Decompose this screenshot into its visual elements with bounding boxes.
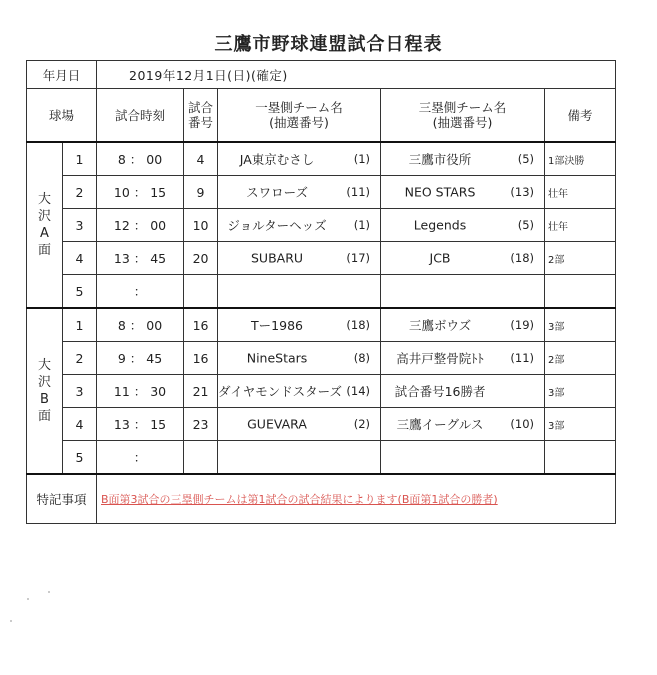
notes-row <box>27 474 616 524</box>
team2-cell <box>381 342 545 375</box>
team1-name: JA東京むさし <box>239 152 315 167</box>
scan-speck <box>48 591 50 593</box>
game-seq: 5 <box>63 275 97 309</box>
header-game-no-line2: 番号 <box>188 115 214 130</box>
date-value: 2019年12月1日(日)(確定) <box>97 61 616 89</box>
team1-name: Tー1986 <box>251 318 303 333</box>
game-seq: 3 <box>63 209 97 242</box>
game-time: 12 ： 00 <box>97 209 184 242</box>
team2-cell <box>381 441 545 475</box>
header-team2-line2: (抽選番号) <box>432 115 493 130</box>
header-team1-line2: (抽選番号) <box>269 115 329 130</box>
team2-name: 三鷹市役所 <box>408 152 472 167</box>
date-row <box>27 61 616 89</box>
game-seq: 4 <box>63 408 97 441</box>
team1-name: GUEVARA <box>247 416 307 432</box>
team1-draw: (18) <box>346 318 371 332</box>
header-field: 球場 <box>27 89 97 143</box>
game-seq: 5 <box>63 441 97 475</box>
team2-name: Legends <box>413 217 467 233</box>
team2-cell <box>381 142 545 176</box>
team1-cell <box>218 342 381 375</box>
team2-draw: (5) <box>517 152 535 166</box>
game-row <box>27 242 616 275</box>
team1-cell <box>218 441 381 475</box>
team2-name: NEO STARS <box>404 184 476 200</box>
date-label: 年月日 <box>27 61 97 89</box>
venue-label-char: 沢 <box>37 209 51 224</box>
game-time: 11 ： 30 <box>97 375 184 408</box>
team2-cell <box>381 242 545 275</box>
scan-speck <box>10 620 12 622</box>
venue-label-char: B <box>40 392 49 407</box>
game-remark: 1部決勝 <box>545 142 616 176</box>
team1-name: ダイヤモンドスターズ <box>218 384 343 399</box>
team2-cell <box>381 375 545 408</box>
team2-name: 三鷹ボウズ <box>408 318 472 333</box>
header-team2 <box>381 89 545 143</box>
team2-name: JCB <box>429 250 451 266</box>
notes-label: 特記事項 <box>27 474 97 524</box>
venue-label-char: 大 <box>37 192 51 207</box>
header-game-no <box>184 89 218 143</box>
game-time: 8 ： 00 <box>97 308 184 342</box>
game-seq: 2 <box>63 342 97 375</box>
page-title: 三鷹市野球連盟試合日程表 <box>214 34 443 55</box>
game-seq: 1 <box>63 142 97 176</box>
game-row <box>27 209 616 242</box>
header-team2-line1: 三塁側チーム名 <box>418 100 507 115</box>
schedule-table <box>26 60 616 524</box>
header-game-no-line1: 試合 <box>188 100 214 115</box>
game-remark: 2部 <box>545 342 616 375</box>
game-row <box>27 275 616 309</box>
team2-name: 試合番号16勝者 <box>394 384 486 399</box>
game-time: 8 ： 00 <box>97 142 184 176</box>
header-time: 試合時刻 <box>97 89 184 143</box>
game-row <box>27 375 616 408</box>
venue-label-char: 面 <box>37 409 51 424</box>
team1-name: スワローズ <box>246 185 308 200</box>
game-remark <box>545 441 616 475</box>
game-number: 4 <box>184 142 218 176</box>
game-seq: 3 <box>63 375 97 408</box>
team1-cell <box>218 308 381 342</box>
game-row <box>27 142 616 176</box>
game-time: 9 ： 45 <box>97 342 184 375</box>
team2-draw: (11) <box>510 351 535 365</box>
team1-draw: (1) <box>353 152 371 166</box>
game-number: 20 <box>184 242 218 275</box>
team2-cell <box>381 308 545 342</box>
team2-draw: (5) <box>517 218 535 232</box>
game-remark: 3部 <box>545 308 616 342</box>
team2-cell <box>381 176 545 209</box>
game-seq: 4 <box>63 242 97 275</box>
header-team1 <box>218 89 381 143</box>
team1-cell <box>218 209 381 242</box>
game-row <box>27 408 616 441</box>
team2-cell <box>381 408 545 441</box>
venue-label <box>27 142 63 308</box>
game-time: ： <box>97 275 184 309</box>
team1-draw: (14) <box>346 384 371 398</box>
team2-name: 三鷹イーグルス <box>396 417 484 432</box>
team1-cell <box>218 275 381 309</box>
team1-draw: (8) <box>353 351 371 365</box>
game-number: 16 <box>184 308 218 342</box>
team2-cell <box>381 209 545 242</box>
game-number <box>184 275 218 309</box>
venue-label-char: A <box>40 226 49 241</box>
game-remark: 3部 <box>545 375 616 408</box>
game-remark: 2部 <box>545 242 616 275</box>
team1-draw: (17) <box>346 251 371 265</box>
game-row <box>27 441 616 475</box>
header-row <box>27 89 616 143</box>
venue-label <box>27 308 63 474</box>
team2-name: 高井戸整骨院ﾄﾄ <box>396 351 484 366</box>
game-number <box>184 441 218 475</box>
game-seq: 2 <box>63 176 97 209</box>
game-number: 21 <box>184 375 218 408</box>
game-number: 16 <box>184 342 218 375</box>
header-team1-line1: 一塁側チーム名 <box>255 100 343 115</box>
venue-label-char: 面 <box>37 243 51 258</box>
game-time: 13 ： 15 <box>97 408 184 441</box>
team1-cell <box>218 142 381 176</box>
team2-draw: (10) <box>510 417 535 431</box>
team1-cell <box>218 176 381 209</box>
team1-name: SUBARU <box>250 250 304 266</box>
team1-draw: (11) <box>346 185 371 199</box>
team2-draw: (18) <box>510 251 535 265</box>
game-remark <box>545 275 616 309</box>
venue-label-char: 大 <box>37 358 51 373</box>
team2-draw: (13) <box>510 185 535 199</box>
team1-name: NineStars <box>246 350 308 366</box>
scan-speck <box>27 598 29 600</box>
team1-cell <box>218 375 381 408</box>
game-seq: 1 <box>63 308 97 342</box>
game-number: 10 <box>184 209 218 242</box>
game-remark: 壮年 <box>545 176 616 209</box>
team1-draw: (1) <box>353 218 371 232</box>
game-remark: 3部 <box>545 408 616 441</box>
game-number: 23 <box>184 408 218 441</box>
game-time: 13 ： 45 <box>97 242 184 275</box>
team2-cell <box>381 275 545 309</box>
notes-text: B面第3試合の三塁側チームは第1試合の試合結果によります(B面第1試合の勝者) <box>97 474 616 524</box>
team1-cell <box>218 242 381 275</box>
game-remark: 壮年 <box>545 209 616 242</box>
team2-draw: (19) <box>510 318 535 332</box>
game-time: ： <box>97 441 184 475</box>
header-remarks: 備考 <box>545 89 616 143</box>
game-time: 10 ： 15 <box>97 176 184 209</box>
team1-cell <box>218 408 381 441</box>
game-number: 9 <box>184 176 218 209</box>
team1-name: ジョルターヘッズ <box>227 218 327 233</box>
team1-draw: (2) <box>353 417 371 431</box>
venue-label-char: 沢 <box>37 375 51 390</box>
game-row <box>27 342 616 375</box>
game-row <box>27 176 616 209</box>
game-row <box>27 308 616 342</box>
